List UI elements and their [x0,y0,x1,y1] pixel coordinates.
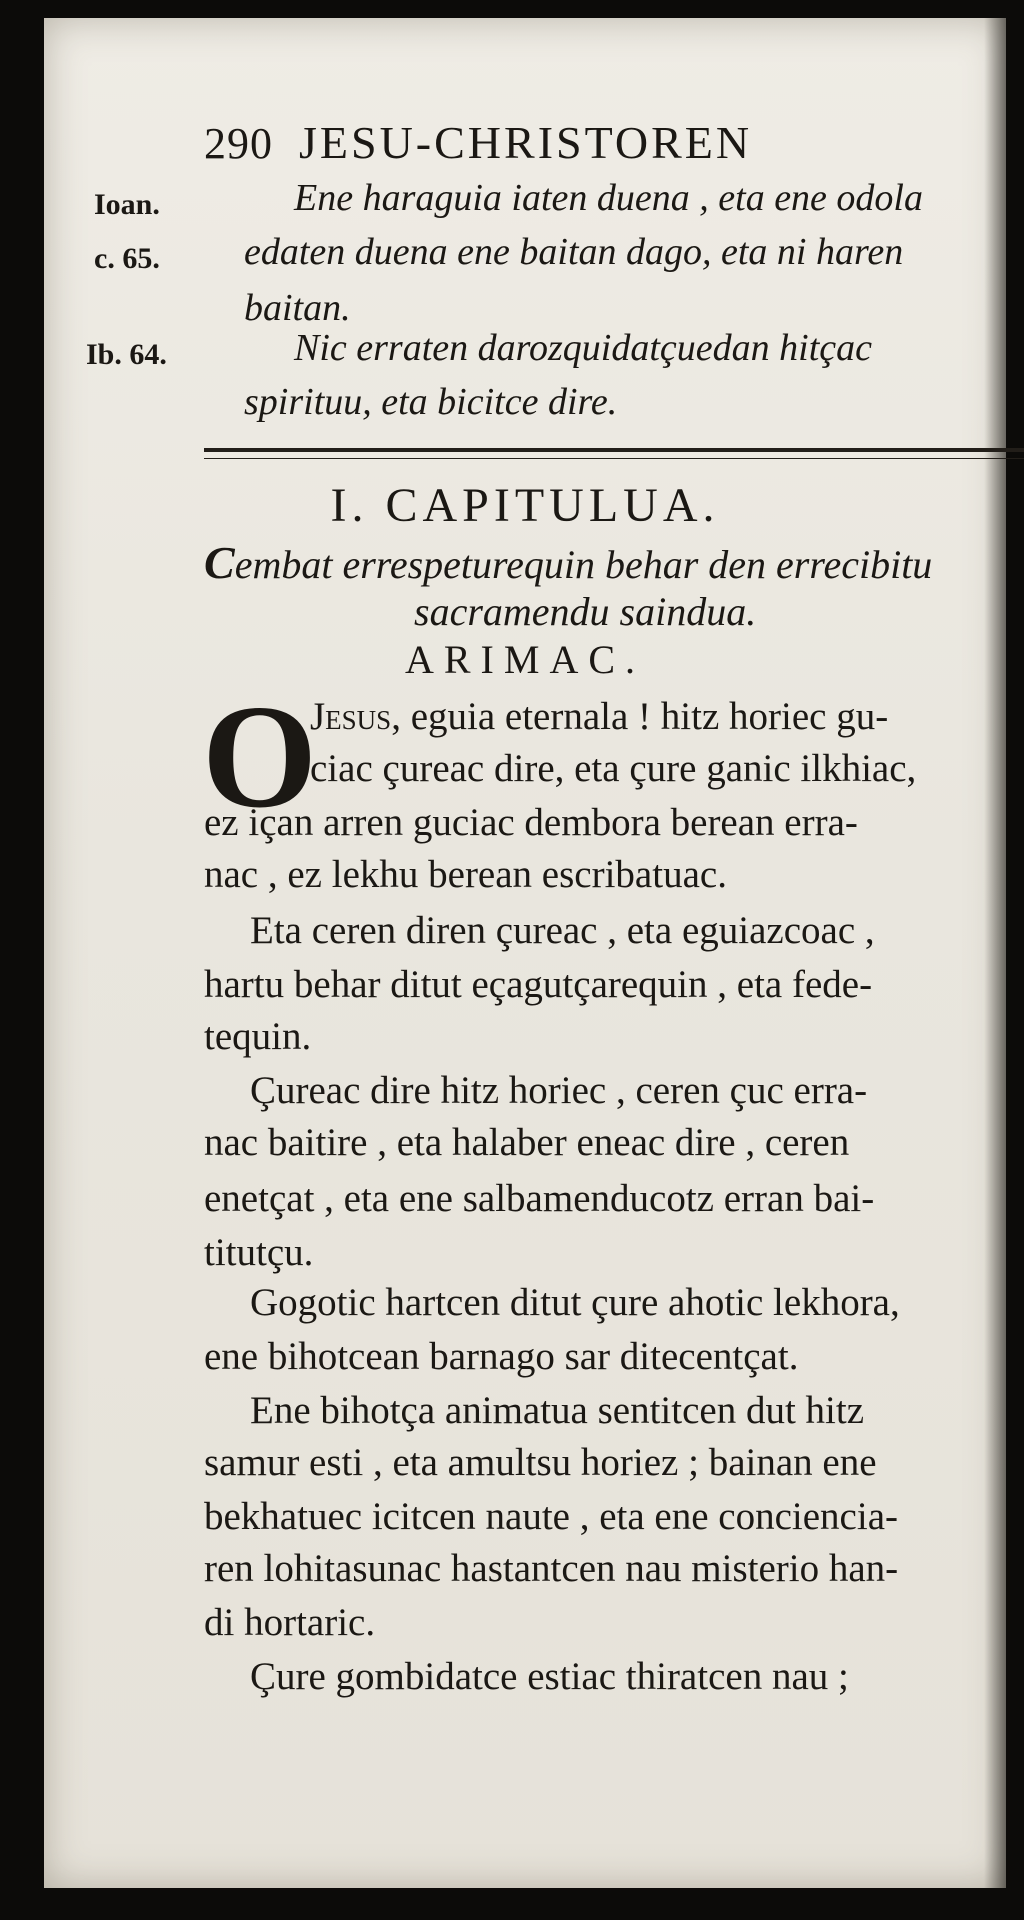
margin-ref: c. 65. [94,242,160,275]
body-line: enetçat , eta ene salbamenducotz erran bai- [204,1177,875,1220]
page-spine-shadow [984,18,1006,1888]
running-head-title: JESU-CHRISTOREN [299,117,753,168]
body-line: ez içan arren guciac dembora berean erra- [204,801,858,844]
subtitle-initial: C [204,537,235,588]
body-line: bekhatuec icitcen naute , eta ene conciencia- [204,1495,899,1538]
body-line: ene bihotcean barnago sar ditecentçat. [204,1335,799,1378]
body-line [310,694,888,739]
small-caps-word: Jesus [310,695,392,738]
verse-line: Ene haraguia iaten duena , eta ene odola [294,177,923,219]
margin-ref: Ioan. [94,188,160,221]
body-line: Çureac dire hitz horiec , ceren çuc erra- [250,1069,868,1112]
running-head [204,116,752,169]
verse-line: edaten duena ene baitan dago, eta ni haren [244,231,904,273]
page-number: 290 [204,119,273,168]
verse-line: Nic erraten darozquidatçuedan hitçac [294,327,872,369]
body-line: Eta ceren diren çureac , eta eguiazcoac , [250,909,875,952]
body-line: di hortaric. [204,1601,376,1644]
body-line: ren lohitasunac hastantcen nau misterio han- [204,1547,899,1590]
book-page [44,18,1006,1888]
chapter-subtitle-line-2: sacramendu saindua. [414,589,757,634]
divider-rule-thin [204,458,1024,459]
body-line: nac , ez lekhu berean escribatuac. [204,853,727,896]
verse-line: baitan. [244,287,351,329]
body-line: titutçu. [204,1231,314,1274]
chapter-subtitle [204,536,932,589]
body-line: Gogotic hartcen ditut çure ahotic lekhora, [250,1281,900,1324]
body-line: tequin. [204,1015,312,1058]
body-line: Ene bihotça animatua sentitcen dut hitz [250,1389,865,1432]
body-line: nac baitire , eta halaber eneac dire , ceren [204,1121,850,1164]
body-line: samur esti , eta amultsu horiez ; bainan ene [204,1441,877,1484]
drop-cap: O [202,675,318,839]
body-line-text: , eguia eternala ! hitz horiec gu- [391,695,889,738]
body-line: Çure gombidatce estiac thiratcen nau ; [250,1655,849,1698]
body-line: hartu behar ditut eçagutçarequin , eta fede- [204,963,873,1006]
verse-line: spirituu, eta bicitce dire. [244,381,618,423]
margin-ref: Ib. 64. [86,338,167,371]
body-line: ciac çureac dire, eta çure ganic ilkhiac, [310,747,917,790]
divider-rule [204,448,1024,452]
subtitle-line-1: embat errespeturequin behar den errecibitu [234,542,933,587]
speaker-label: ARIMAC. [404,637,646,682]
chapter-heading: I. CAPITULUA. [330,479,720,532]
